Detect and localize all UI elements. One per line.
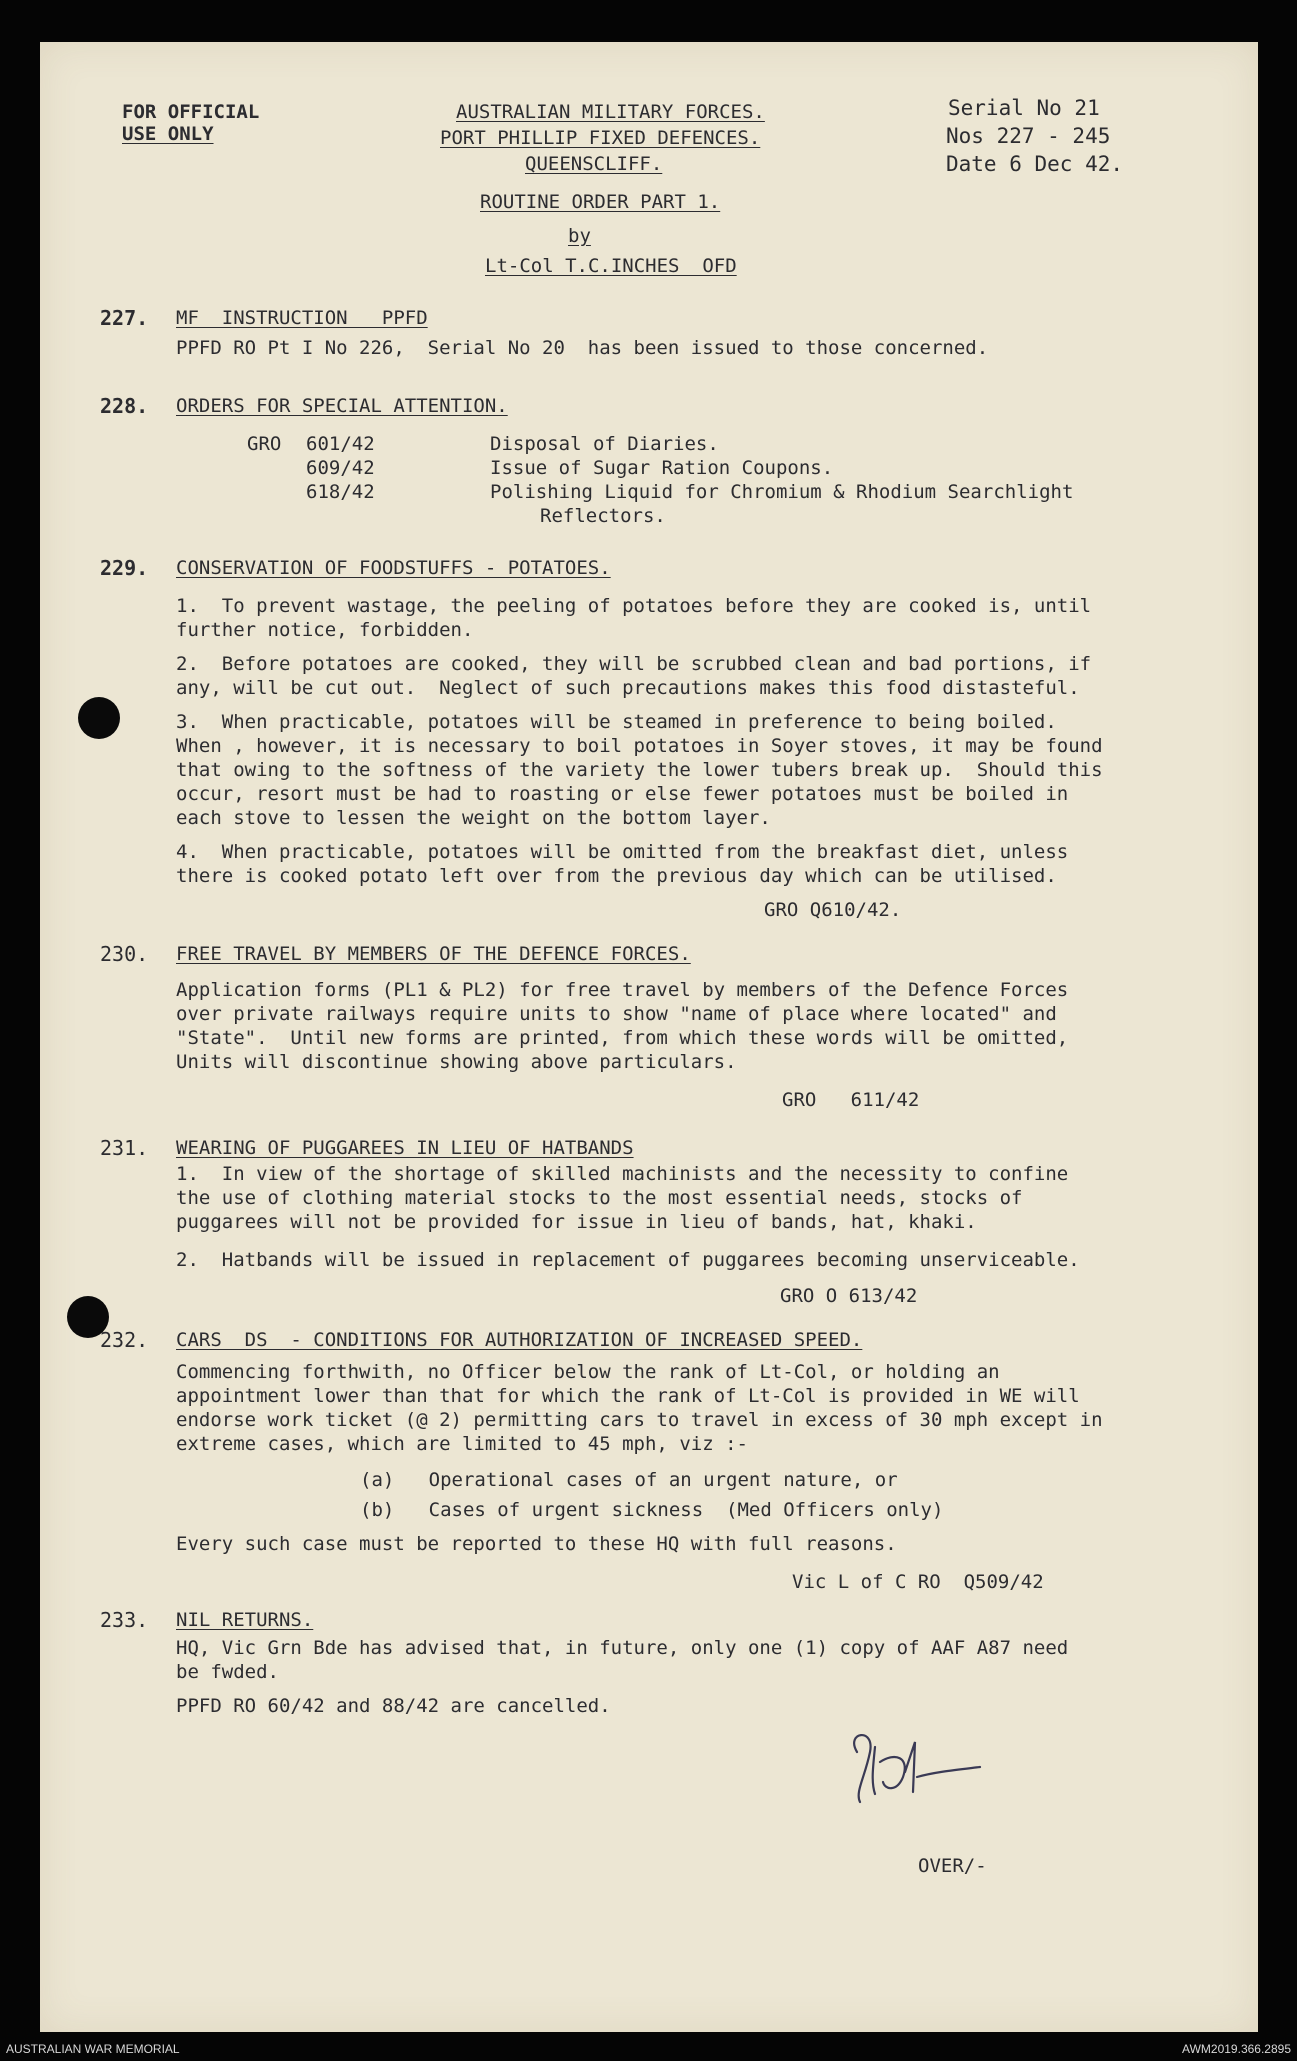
gro-label: GRO: [247, 433, 282, 455]
org-line-3: QUEENSCLIFF.: [525, 153, 663, 175]
paragraph-line: When , however, it is necessary to boil potatoes in Soyer stoves, it may be found: [176, 735, 1103, 757]
paragraph-line: extreme cases, which are limited to 45 mph, viz :-: [176, 1433, 748, 1455]
order-reference: GRO O 613/42: [780, 1285, 918, 1307]
paragraph-line: puggarees will not be provided for issue in lieu of bands, hat, khaki.: [176, 1211, 977, 1233]
paragraph-line: Units will discontinue showing above particulars.: [176, 1051, 737, 1073]
paragraph-line: 2. Before potatoes are cooked, they will be scrubbed clean and bad portions, if: [176, 653, 1092, 675]
item-title: MF INSTRUCTION PPFD: [176, 307, 428, 329]
item-number: 230.: [100, 942, 149, 966]
item-title: ORDERS FOR SPECIAL ATTENTION.: [176, 395, 508, 417]
item-number: 229.: [100, 556, 149, 580]
official-label-1: FOR OFFICIAL: [122, 101, 260, 123]
item-number: 227.: [100, 306, 149, 330]
punch-hole: [78, 697, 120, 739]
order-ref: 609/42: [306, 457, 375, 479]
order-reference: GRO 611/42: [782, 1089, 920, 1111]
footer-right: AWM2019.366.2895: [1182, 2042, 1291, 2056]
paragraph-line: "State". Until new forms are printed, from which these words will be omitted,: [176, 1027, 1069, 1049]
item-title: CONSERVATION OF FOODSTUFFS - POTATOES.: [176, 557, 611, 579]
order-numbers: Nos 227 - 245: [946, 124, 1111, 148]
order-reference: GRO Q610/42.: [764, 899, 902, 921]
item-number: 228.: [100, 394, 149, 418]
org-line-1: AUSTRALIAN MILITARY FORCES.: [456, 101, 765, 123]
paragraph-line: endorse work ticket (@ 2) permitting cars to travel in excess of 30 mph except in: [176, 1409, 1103, 1431]
order-ref: 601/42: [306, 433, 375, 455]
order-subject: Issue of Sugar Ration Coupons.: [490, 457, 834, 479]
order-subject-cont: Reflectors.: [540, 505, 666, 527]
paragraph-line: the use of clothing material stocks to the most essential needs, stocks of: [176, 1187, 1023, 1209]
paragraph-line: appointment lower than that for which the rank of Lt-Col is provided in WE will: [176, 1385, 1080, 1407]
paragraph-line: Application forms (PL1 & PL2) for free travel by members of the Defence Forces: [176, 979, 1069, 1001]
paragraph-line: PPFD RO 60/42 and 88/42 are cancelled.: [176, 1695, 611, 1717]
order-date: Date 6 Dec 42.: [946, 152, 1124, 176]
order-officer: Lt-Col T.C.INCHES OFD: [485, 255, 737, 277]
item-number: 233.: [100, 1608, 149, 1632]
paragraph-line: Commencing forthwith, no Officer below the rank of Lt-Col, or holding an: [176, 1361, 1000, 1383]
item-title: CARS DS - CONDITIONS FOR AUTHORIZATION OF INCREASED SPEED.: [176, 1329, 863, 1351]
order-reference: Vic L of C RO Q509/42: [792, 1571, 1044, 1593]
paragraph-line: each stove to lessen the weight on the bottom layer.: [176, 807, 771, 829]
order-subject: Disposal of Diaries.: [490, 433, 719, 455]
paragraph-line: 2. Hatbands will be issued in replacement of puggarees becoming unserviceable.: [176, 1249, 1080, 1271]
order-subject: Polishing Liquid for Chromium & Rhodium Searchlight: [490, 481, 1074, 503]
over-note: OVER/-: [918, 1855, 987, 1877]
paragraph-line: over private railways require units to show "name of place where located" and: [176, 1003, 1057, 1025]
serial-number: Serial No 21: [948, 96, 1100, 120]
paragraph-line: be fwded.: [176, 1661, 279, 1683]
footer-left: AUSTRALIAN WAR MEMORIAL: [6, 2042, 180, 2056]
paragraph-line: that owing to the softness of the variety the lower tubers break up. Should this: [176, 759, 1103, 781]
paragraph-line: further notice, forbidden.: [176, 619, 474, 641]
item-title: FREE TRAVEL BY MEMBERS OF THE DEFENCE FORCES.: [176, 943, 691, 965]
order-title: ROUTINE ORDER PART 1.: [480, 191, 721, 213]
order-by: by: [568, 225, 591, 247]
item-number: 231.: [100, 1136, 149, 1160]
paragraph-line: HQ, Vic Grn Bde has advised that, in future, only one (1) copy of AAF A87 need: [176, 1637, 1069, 1659]
paragraph-line: there is cooked potato left over from the previous day which can be utilised.: [176, 865, 1057, 887]
paragraph-line: 4. When practicable, potatoes will be omitted from the breakfast diet, unless: [176, 841, 1069, 863]
paragraph-line: occur, resort must be had to roasting or else fewer potatoes must be boiled in: [176, 783, 1069, 805]
paragraph-line: 1. In view of the shortage of skilled machinists and the necessity to confine: [176, 1163, 1069, 1185]
item-text: PPFD RO Pt I No 226, Serial No 20 has been issued to those concerned.: [176, 337, 989, 359]
paragraph-line: 3. When practicable, potatoes will be steamed in preference to being boiled.: [176, 711, 1057, 733]
paragraph-line: Every such case must be reported to these HQ with full reasons.: [176, 1533, 897, 1555]
list-item: (b) Cases of urgent sickness (Med Officers only): [360, 1499, 944, 1521]
item-title: NIL RETURNS.: [176, 1609, 314, 1631]
order-ref: 618/42: [306, 481, 375, 503]
item-title: WEARING OF PUGGAREES IN LIEU OF HATBANDS: [176, 1137, 634, 1159]
list-item: (a) Operational cases of an urgent nature, or: [360, 1469, 898, 1491]
paragraph-line: any, will be cut out. Neglect of such precautions makes this food distasteful.: [176, 677, 1080, 699]
org-line-2: PORT PHILLIP FIXED DEFENCES.: [440, 127, 761, 149]
paragraph-line: 1. To prevent wastage, the peeling of potatoes before they are cooked is, until: [176, 595, 1092, 617]
official-label-2: USE ONLY: [122, 123, 214, 145]
signature: [835, 1722, 995, 1812]
item-number: 232.: [100, 1328, 149, 1352]
